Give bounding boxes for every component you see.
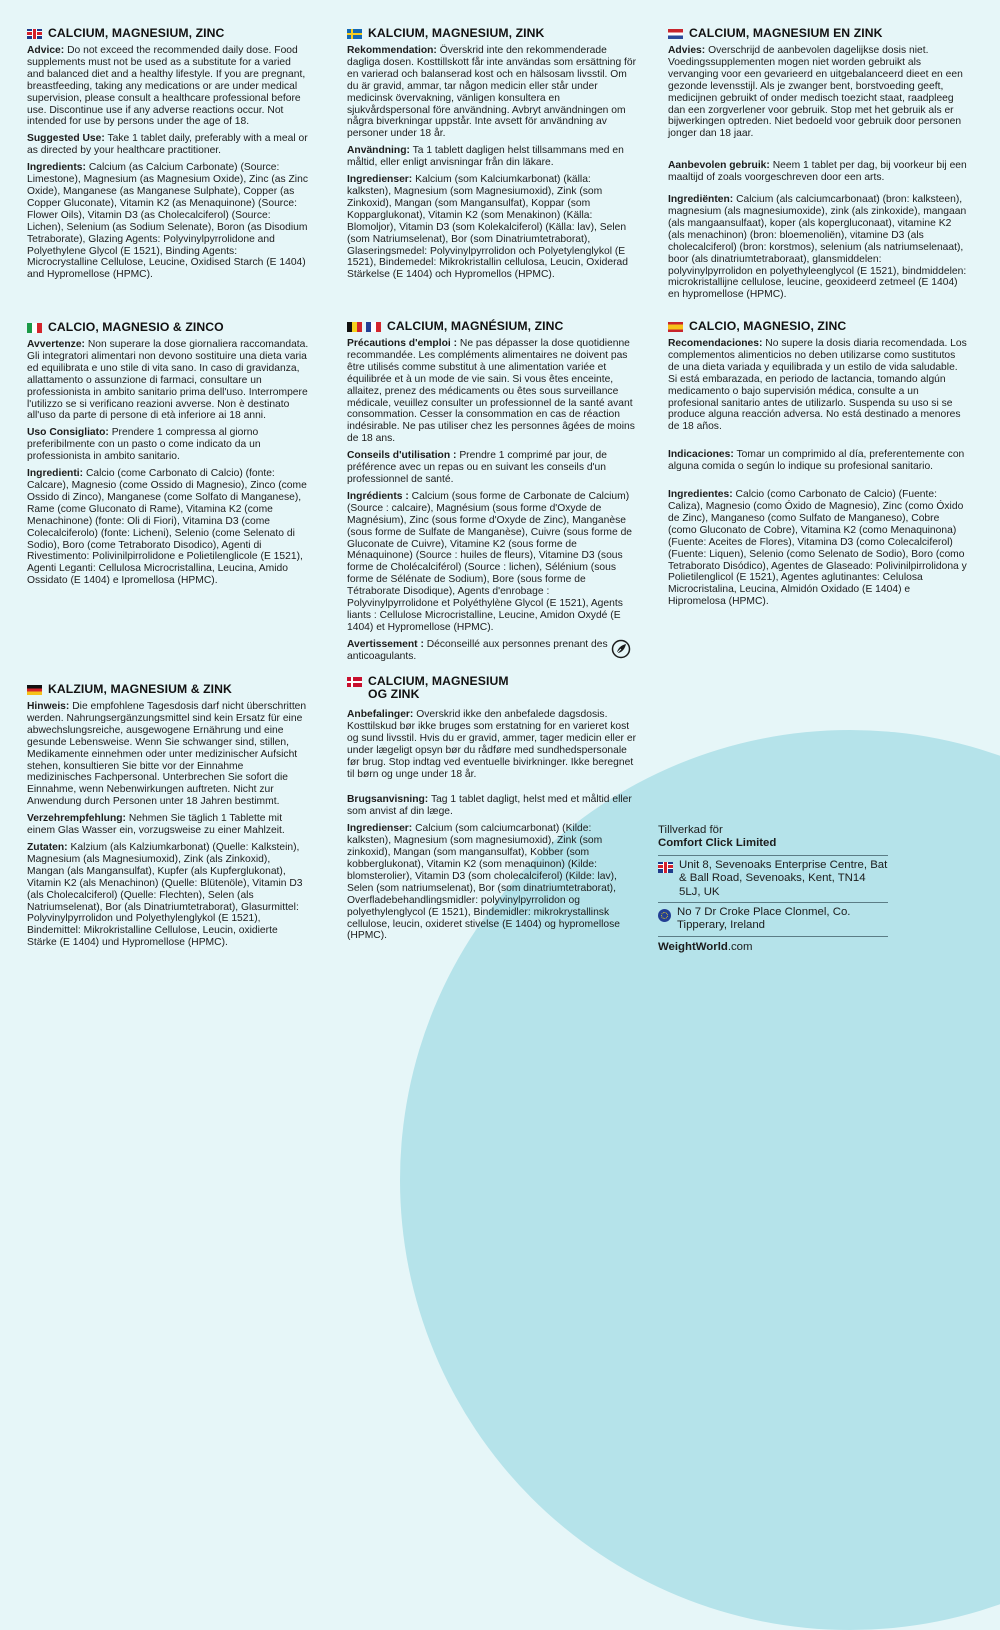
brand-text: WeightWorld xyxy=(658,940,728,953)
section-dk xyxy=(347,675,637,947)
section-es-header xyxy=(668,320,968,333)
use-label: Suggested Use: xyxy=(27,133,105,145)
italy-flag-icon xyxy=(27,323,42,333)
ingredients-label: Zutaten: xyxy=(27,841,68,853)
section-de-advice xyxy=(27,701,309,808)
ingredients-label: Ingredienser: xyxy=(347,823,413,835)
section-en-advice xyxy=(27,45,309,128)
section-es-use xyxy=(668,449,968,473)
netherlands-flag-icon xyxy=(668,29,683,39)
belgium-flag-icon xyxy=(347,322,362,332)
section-nl-title: CALCIUM, MAGNESIUM EN ZINK xyxy=(689,26,883,40)
uk-address-row xyxy=(658,856,888,903)
section-dk-header xyxy=(347,675,637,701)
advice-text: Ne pas dépasser la dose quotidienne recommandée. Les compléments alimentaires ne doivent pas être utilisés comme substitut à une alimentation variée et équilibrée et à un mode de vie sain. Si vous êtes enceinte, allaitez, prenez des médicaments ou êtes sous surveillance médicale, veuillez consulter un professionnel de la santé avant consommation. Cesser la consommation en cas de réaction indésirable. Ne pas utiliser chez les personnes âgées de moins de 18 ans. xyxy=(347,338,635,445)
use-label: Conseils d'utilisation : xyxy=(347,450,457,462)
ingredients-text: Kalzium (als Kalziumkarbonat) (Quelle: Kalkstein), Magnesium (als Magnesiumoxid), Zink (als Zinkoxid), Mangan (als Mangansulfat), Kupfer (als Kupferglukonat), Vitamin K2 (als Menachinon) (Quelle: Blütenöle), Vitamin D3 (als Cholecalciferol) (Quelle: Flechten), Selen (als Natriumselenat), Bor (als Dinatriumtetraborat), Glasurmittel: Polyvinylpyrrolidon und Polyethylenglykol (E 1521), Bindemittel: Mikrokristalline Cellulose, Leucin, oxidierte Stärke (E 1404) und Hypromellose (HPMC). xyxy=(27,841,303,949)
section-be-title: CALCIUM, MAGNÉSIUM, ZINC xyxy=(387,319,564,333)
section-de-header xyxy=(27,683,309,696)
section-es-advice xyxy=(668,338,968,433)
brand-name xyxy=(658,937,888,954)
eu-address-row xyxy=(658,903,888,937)
warning-label: Avertissement : xyxy=(347,638,424,650)
warning-text: Déconseillé aux personnes prenant des anticoagulants. xyxy=(347,638,608,662)
brand-domain: .com xyxy=(727,940,753,953)
advice-text: Non superare la dose giornaliera raccomandata. Gli integratori alimentari non devono sostituire una dieta varia ed equilibrata e uno stile di vita sano. In caso di gravidanza, allattamento o assunzione di farmaci, consultare un professionista in ambito sanitario prima dell'uso. Interrompere l'utilizzo se si verificano reazioni avverse. Non è destinato all'uso da parte di persone di età inferiore ai 18 anni. xyxy=(27,339,309,422)
section-de xyxy=(27,683,309,954)
advice-label: Avvertenze: xyxy=(27,339,85,350)
section-be-advice xyxy=(347,338,637,445)
section-de-ingredients xyxy=(27,842,309,949)
advice-label: Précautions d'emploi : xyxy=(347,338,458,349)
section-en-header xyxy=(27,27,309,40)
section-se-ingredients xyxy=(347,174,637,281)
section-se-header xyxy=(347,27,637,40)
section-nl-use xyxy=(668,160,968,184)
title-line-1: CALCIUM, MAGNESIUM xyxy=(368,674,509,688)
section-se-advice xyxy=(347,45,637,140)
section-be-warning xyxy=(347,639,637,663)
ingredients-label: Ingredienti: xyxy=(27,468,84,480)
advice-text: Overschrijd de aanbevolen dagelijkse dosis niet. Voedingssupplementen mogen niet worden gebruikt als vervanging voor een gevarieerd en uitgebalanceerd dieet en een gezonde levensstijl. Als je zwanger bent, borstvoeding geeft, medicijnen gebruikt of onder medisch toezicht staat, raadpleeg dan een zorgverlener voor gebruik. Stop met het gebruik als er bijwerkingen optreden. Niet bedoeld voor gebruik door personen jonger dan 18 jaar. xyxy=(668,45,963,140)
section-it-header xyxy=(27,321,309,334)
section-nl-header xyxy=(668,27,968,40)
use-label: Verzehrempfehlung: xyxy=(27,813,126,825)
eu-flag-icon xyxy=(658,909,671,922)
section-dk-use xyxy=(347,794,637,818)
advice-label: Anbefalinger: xyxy=(347,709,414,720)
advice-label: Rekommendation: xyxy=(347,45,437,56)
eu-address: No 7 Dr Croke Place Clonmel, Co. Tipperary, Ireland xyxy=(677,906,851,932)
section-nl-advice xyxy=(668,45,968,140)
section-it-ingredients xyxy=(27,468,309,587)
section-se-title: KALCIUM, MAGNESIUM, ZINK xyxy=(368,26,545,40)
title-line-2: OG ZINK xyxy=(368,687,420,701)
ingredients-label: Ingrédients : xyxy=(347,490,409,502)
section-be-use xyxy=(347,450,637,486)
advice-text: No supere la dosis diaria recomendada. Los complementos alimenticios no deben utilizarse como sustitutos de una dieta variada y equilibrada y un estilo de vida saludable. Si está embarazada, en periodo de lactancia, tomando algún medicamento o bajo supervisión médica, consulte a un profesional sanitario antes de utilizarlo. Suspenda su uso si se produce alguna reacción adversa. No está destinado a menores de 18 años. xyxy=(668,338,967,433)
use-label: Brugsanvisning: xyxy=(347,794,429,806)
use-label: Aanbevolen gebruik: xyxy=(668,160,770,172)
use-label: Indicaciones: xyxy=(668,449,734,461)
ingredients-text: Calcium (als calciumcarbonaat) (bron: kalksteen), magnesium (als magnesiumoxide), zink (als zinkoxide), mangaan (als mangaansulfaat), koper (als kopergluconaat), vitamine K2 (als menachinon) (bron: bloemenoliën), vitamine D3 (als cholecalciferol) (bron: korstmos), selenium (als natriumselenaat), boor (als dinatriumtetraboraat), glansmiddelen: polyvinylpyrrolidon en polyethyleenglycol (E 1521), bindmiddelen: microkristallijne cellulose, leucine, geoxideerd zetmeel (E 1404) en hypromellose (HPMC). xyxy=(668,194,967,301)
use-text: Prendre 1 comprimé par jour, de préférence avec un repas ou en suivant les conseils d'un professionnel de santé. xyxy=(347,450,607,485)
advice-label: Recomendaciones: xyxy=(668,338,763,349)
ingredients-text: Kalcium (som Kalciumkarbonat) (källa: kalksten), Magnesium (som Magnesiumoxid), Zink (som Zinkoxid), Mangan (som Mangansulfat), Koppar (som Kopparglukonat), Vitamin K2 (som Menakinon) (Källa: Blomoljor), Vitamin D3 (som Kolekalciferol) (Källa: lav), Selen (som Natriumselenat), Bor (som Dinatriumtetraborat), Glaseringsmedel: Polyvinylpyrrolidon och Polyetylenglykol (E 1521), Bindemedel: Mikrokristallin cellulosa, Leucin, Oxiderad Stärkelse (E 1404) och Hypromellos (HPMC). xyxy=(347,174,629,281)
manufacturer-block xyxy=(658,824,888,954)
section-dk-advice xyxy=(347,709,637,780)
use-text: Neem 1 tablet per dag, bij voorkeur bij een maaltijd of zoals voorgeschreven door een arts. xyxy=(668,160,967,184)
ingredients-text: Calcio (come Carbonato di Calcio) (fonte: Calcare), Magnesio (come Ossido di Magnesio), Zinco (come Ossido di Zinco), Manganese (come Solfato di Manganese), Rame (come Gluconato di Rame), Vitamina K2 (come Menachinone) (fonte: Oli di Fiori), Vitamina D3 (come Colecalciferolo) (fonte: Licheni), Selenio (come Selenato di Sodio), Boro (come Tetraborato Disodico), Agenti di Rivestimento: Polivinilpirrolidone e Polietilenglicole (E 1521), Agenti Leganti: Cellulosa Microcristallina, Leucina, Amido Ossidato (E 1404) e Ipromellosa (HPMC). xyxy=(27,468,307,587)
use-text: Take 1 tablet daily, preferably with a meal or as directed by your healthcare practitioner. xyxy=(27,133,308,157)
advice-text: Die empfohlene Tagesdosis darf nicht überschritten werden. Nahrungsergänzungsmittel sind kein Ersatz für eine abwechslungsreiche, ausgewogene Ernährung und eine gesunde Lebensweise. Wenn Sie schwanger sind, stillen, Medikamente einnehmen oder unter medizinischer Aufsicht stehen, konsultieren Sie bitte vor der Einnahme medizinisches Fachpersonal. Unterbrechen Sie sofort die Einnahme, wenn Nebenwirkungen auftreten. Nicht zur Anwendung durch Personen unter 18 Jahren bestimmt. xyxy=(27,701,307,808)
uk-flag-icon xyxy=(27,29,42,39)
ingredients-text: Calcio (como Carbonato de Calcio) (Fuente: Caliza), Magnesio (como Óxido de Magnesio), Zinc (como Óxido de Zinc), Manganeso (como Sulfato de Manganeso), Cobre (como Gluconato de Cobre), Vitamina K2 (como Menaquinona) (Fuente: Aceites de Flores), Vitamina D3 (como Colecalciferol) (Fuente: Liquen), Selenio (como Selenato de Sodio), Boro (como Tetraborato Disódico), Agentes de Glaseado: Polivinilpirrolidona y Polietilenglicol (E 1521), Agentes aglutinantes: Celulosa Microcristalina, Leucina, Almidón Oxidado (E 1404) e Hipromelosa (HPMC). xyxy=(668,489,967,608)
use-label: Användning: xyxy=(347,145,410,157)
section-dk-title xyxy=(368,675,509,701)
section-be-header xyxy=(347,320,637,333)
section-it-use xyxy=(27,427,309,463)
section-es-title: CALCIO, MAGNESIO, ZINC xyxy=(689,319,847,333)
section-it-advice xyxy=(27,339,309,422)
use-text: Tag 1 tablet dagligt, helst med et måltid eller som anvist af din læge. xyxy=(347,794,632,818)
section-nl xyxy=(668,27,968,306)
section-en-use xyxy=(27,133,309,157)
section-de-title: KALZIUM, MAGNESIUM & ZINK xyxy=(48,682,232,696)
uk-address: Unit 8, Sevenoaks Enterprise Centre, Bat & Ball Road, Sevenoaks, Kent, TN14 5LJ, UK xyxy=(679,858,888,898)
ingredients-text: Calcium (som calciumcarbonat) (Kilde: kalksten), Magnesium (som magnesiumoxid), Zink (som zinkoxid), Mangan (som mangansulfat), Kobber (som kobberglukonat), Vitamin K2 (som menaquinon) (Kilde: blomsterolier), Vitamin D3 (som cholecalciferol) (Kilde: lav), Selen (som natriumselenat), Bor (som dinatriumtetraborat), Overfladebehandlingsmidler: polyvinylpyrrolidon og polyethylenglycol (E 1521), Bindemidler: mikrokrystallinsk cellulose, leucin, oxideret stivelse (E 1404) og hypromellose (HPMC). xyxy=(347,823,621,942)
section-be-ingredients xyxy=(347,491,637,634)
company-name: Comfort Click Limited xyxy=(658,837,777,850)
france-flag-icon xyxy=(366,322,381,332)
section-be xyxy=(347,320,637,668)
advice-text: Do not exceed the recommended daily dose. Food supplements must not be used as a substitute for a varied and balanced diet and a healthy lifestyle. If you are pregnant, breastfeeding, taking any medications or are under medical supervision, please consult a healthcare professional before use. Discontinue use if any adverse reactions occur. Not intended for use by persons under the age of 18. xyxy=(27,45,306,128)
section-en-ingredients xyxy=(27,162,309,281)
section-en-title: CALCIUM, MAGNESIUM, ZINC xyxy=(48,26,225,40)
spain-flag-icon xyxy=(668,322,683,332)
section-en xyxy=(27,27,309,286)
use-text: Nehmen Sie täglich 1 Tablette mit einem Glas Wasser ein, vorzugsweise zu einer Mahlzeit. xyxy=(27,813,285,837)
advice-text: Överskrid inte den rekommenderade dagliga dosen. Kosttillskott får inte användas som ersättning för en varierad och balanserad kost och en hälsosam livsstil. Om du är gravid, ammar, tar någon medicin eller står under medicinsk övervakning, vänligen konsultera en sjukvårdspersonal före användning. Avbryt användningen om några biverkningar uppstår. Inte avsett för användning av personer under 18 år. xyxy=(347,45,637,140)
advice-label: Advies: xyxy=(668,45,706,56)
use-label: Uso Consigliato: xyxy=(27,427,109,439)
ingredients-text: Calcium (sous forme de Carbonate de Calcium) (Source : calcaire), Magnésium (sous forme d'Oxyde de Magnésium), Zinc (sous forme d'Oxyde de Zinc), Manganèse (sous forme de Sulfate de Manganèse), Cuivre (sous forme de Gluconate de Cuivre), Vitamine K2 (sous forme de Ménaquinone) (Source : huiles de fleurs), Vitamine D3 (sous forme de Cholécalciférol) (Source : lichen), Sélénium (sous forme de Sélénate de Sodium), Bore (sous forme de Tétraborate Disodique), Agents d'enrobage : Polyvinylpyrrolidone et Polyéthylène Glycol (E 1521), Agents liants : Cellulose Microcristalline, Leucine, Amidon Oxydé (E 1404) et Hypromellose (HPMC). xyxy=(347,490,633,633)
ingredients-label: Ingredients: xyxy=(27,162,86,174)
section-es xyxy=(668,320,968,613)
use-text: Prendere 1 compressa al giorno preferibilmente con un pasto o come indicato da un professionista in ambito sanitario. xyxy=(27,427,261,463)
ingredients-label: Ingredientes: xyxy=(668,489,733,501)
section-se xyxy=(347,27,637,286)
made-for-label: Tillverkad för xyxy=(658,824,723,836)
section-it-title: CALCIO, MAGNESIO & ZINCO xyxy=(48,320,224,334)
ingredients-label: Ingredienser: xyxy=(347,174,413,186)
section-de-use xyxy=(27,813,309,837)
germany-flag-icon xyxy=(27,685,42,695)
use-text: Tomar un comprimido al día, preferentemente con alguna comida o según lo indique su profesional sanitario. xyxy=(668,449,965,473)
sweden-flag-icon xyxy=(347,29,362,39)
denmark-flag-icon xyxy=(347,677,362,687)
uk-flag-icon xyxy=(658,862,673,873)
section-nl-ingredients xyxy=(668,194,968,301)
section-es-ingredients xyxy=(668,489,968,608)
section-dk-ingredients xyxy=(347,823,637,942)
advice-text: Overskrid ikke den anbefalede dagsdosis. Kosttilskud bør ikke bruges som erstatning for en varieret kost og sund livsstil. Hvis du er gravid, ammer, tager medicin eller er under lægeligt opsyn bør du rådføre med sundhedspersonale før brug. Stop indtag ved eventuelle bivirkninger. Ikke beregnet til børn og unge under 18 år. xyxy=(347,709,636,780)
section-se-use xyxy=(347,145,637,169)
manufacturer-header xyxy=(658,824,888,856)
ingredients-label: Ingrediënten: xyxy=(668,194,734,206)
advice-label: Advice: xyxy=(27,45,65,56)
vegan-leaf-icon xyxy=(611,639,631,659)
advice-label: Hinweis: xyxy=(27,701,70,712)
use-text: Ta 1 tablett dagligen helst tillsammans med en måltid, eller enligt anvisningar från din läkare. xyxy=(347,145,624,169)
ingredients-text: Calcium (as Calcium Carbonate) (Source: Limestone), Magnesium (as Magnesium Oxide), Zinc (as Zinc Oxide), Manganese (as Manganese Sulphate), Copper (as Copper Gluconate), Vitamin K2 (as Menaquinone) (Source: Flower Oils), Vitamin D3 (as Cholecalciferol) (Source: Lichen), Selenium (as Sodium Selenate), Boron (as Disodium Tetraborate), Glazing Agents: Polyvinylpyrrolidone and Polyethylene Glycol (E 1521), Binding Agents: Microcrystalline Cellulose, Leucine, Oxidised Starch (E 1404) and Hypromellose (HPMC). xyxy=(27,162,308,281)
section-it xyxy=(27,321,309,592)
